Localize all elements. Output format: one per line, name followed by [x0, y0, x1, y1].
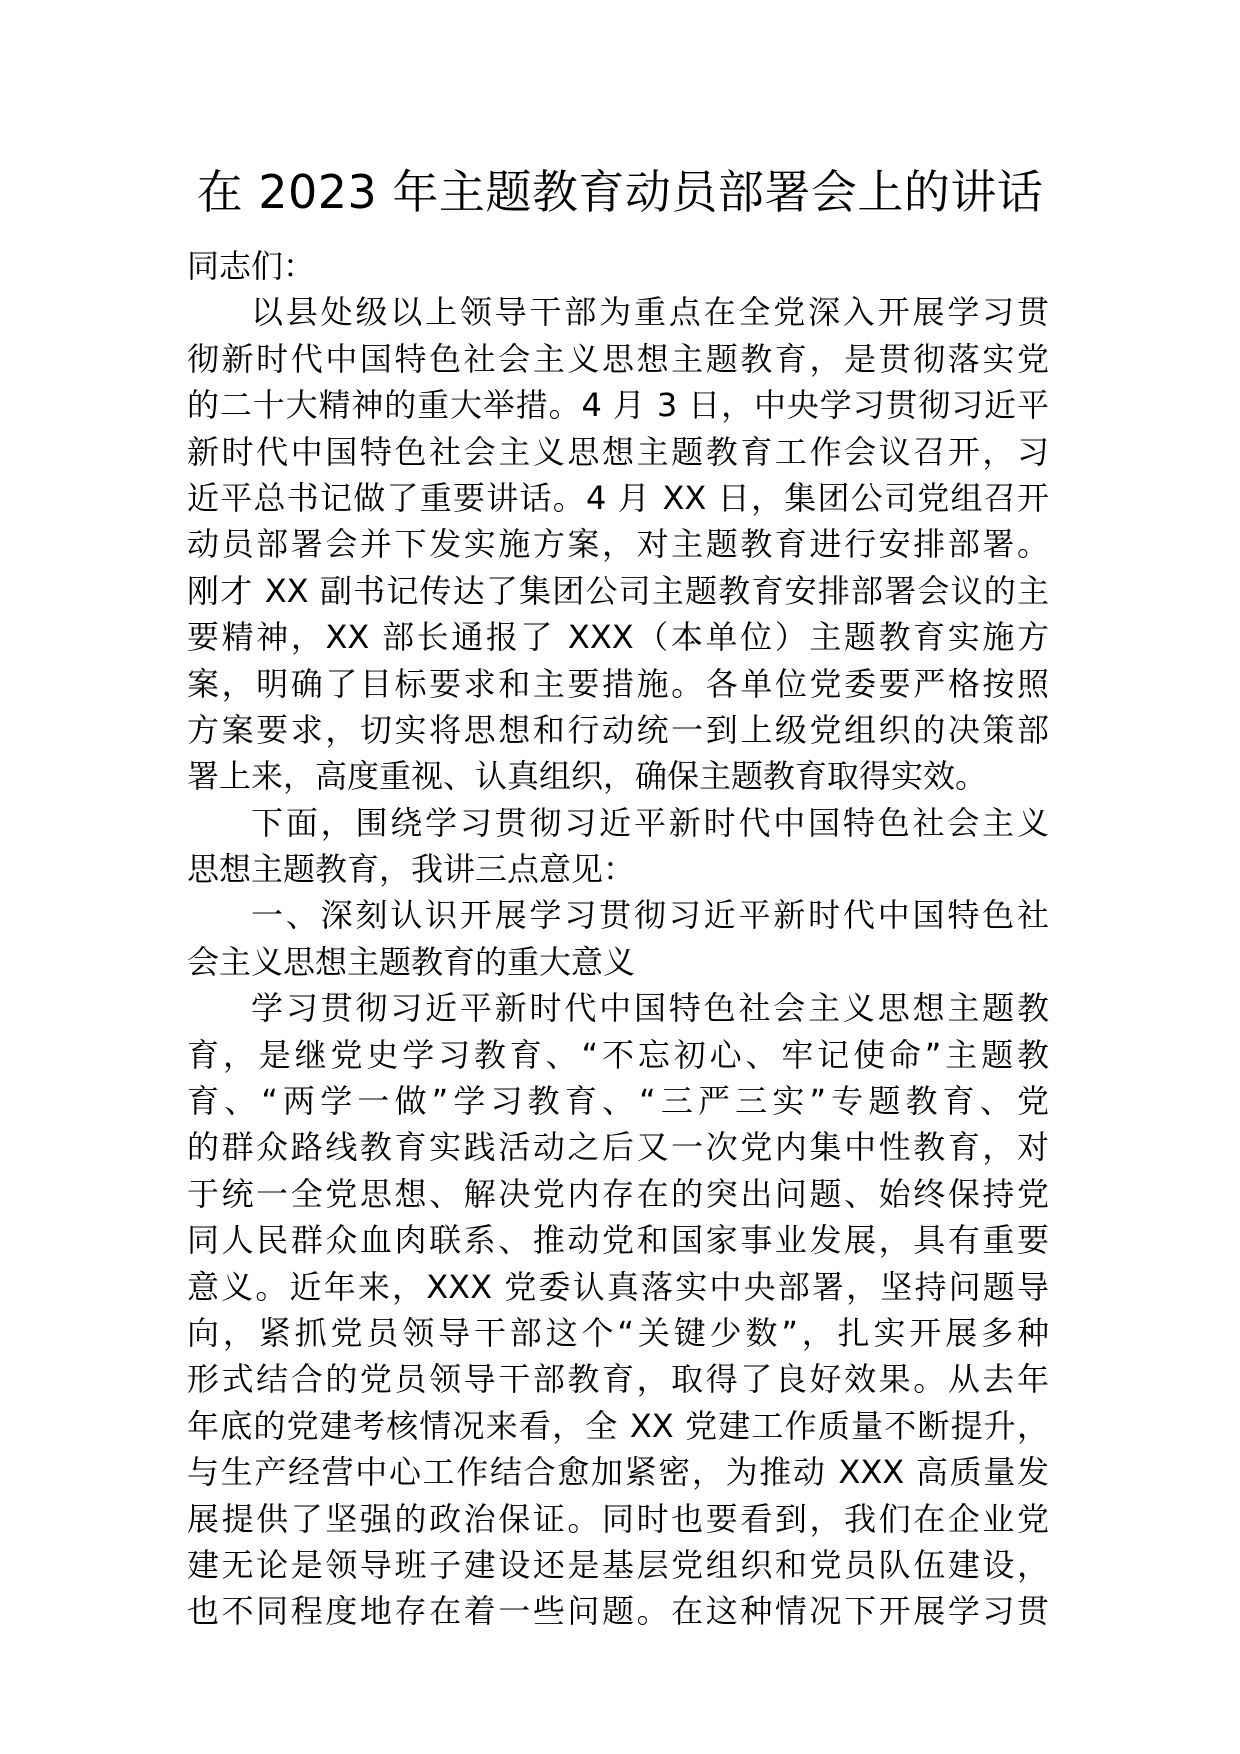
speech-body [187, 243, 1049, 1635]
body-line: 形式结合的党员领导干部教育，取得了良好效果。从去年 [187, 1360, 1049, 1399]
body-line: 展提供了坚强的政治保证。同时也要看到，我们在企业党 [187, 1499, 1049, 1538]
body-line: 育，是继党史学习教育、“不忘初心、牢记使命”主题教 [187, 1035, 1049, 1074]
body-line: 案，明确了目标要求和主要措施。各单位党委要严格按照 [187, 664, 1049, 703]
body-line: 方案要求，切实将思想和行动统一到上级党组织的决策部 [187, 710, 1049, 749]
body-line: 意义。近年来，XXX 党委认真落实中央部署，坚持问题导 [187, 1267, 1049, 1306]
body-line: 建无论是领导班子建设还是基层党组织和党员队伍建设， [187, 1545, 1049, 1584]
body-line: 要精神，XX 部长通报了 XXX（本单位）主题教育实施方 [187, 618, 1049, 657]
body-line: 也不同程度地存在着一些问题。在这种情况下开展学习贯 [187, 1592, 1049, 1631]
body-line: 向，紧抓党员领导干部这个“关键少数”，扎实开展多种 [187, 1313, 1049, 1352]
body-line: 新时代中国特色社会主义思想主题教育工作会议召开，习 [187, 432, 1049, 471]
body-line: 彻新时代中国特色社会主义思想主题教育，是贯彻落实党 [187, 339, 1049, 378]
body-line: 育、“两学一做”学习教育、“三严三实”专题教育、党 [187, 1082, 1049, 1121]
body-line: 的群众路线教育实践活动之后又一次党内集中性教育，对 [187, 1128, 1049, 1167]
body-line: 与生产经营中心工作结合愈加紧密，为推动 XXX 高质量发 [187, 1453, 1049, 1492]
body-line: 学习贯彻习近平新时代中国特色社会主义思想主题教 [251, 989, 1049, 1028]
body-line: 的二十大精神的重大举措。4 月 3 日，中央学习贯彻习近平 [187, 386, 1049, 425]
body-line: 以县处级以上领导干部为重点在全党深入开展学习贯 [251, 293, 1049, 332]
body-line: 一、深刻认识开展学习贯彻习近平新时代中国特色社 [251, 896, 1049, 935]
body-line: 思想主题教育，我讲三点意见： [187, 850, 636, 889]
body-line: 会主义思想主题教育的重大意义 [187, 942, 636, 981]
body-line: 刚才 XX 副书记传达了集团公司主题教育安排部署会议的主 [187, 571, 1049, 610]
body-line: 同人民群众血肉联系、推动党和国家事业发展，具有重要 [187, 1221, 1049, 1260]
body-line: 下面，围绕学习贯彻习近平新时代中国特色社会主义 [251, 803, 1049, 842]
speech-title: 在 2023 年主题教育动员部署会上的讲话 [196, 165, 1044, 219]
body-line: 署上来，高度重视、认真组织，确保主题教育取得实效。 [187, 757, 988, 796]
body-line: 年底的党建考核情况来看，全 XX 党建工作质量不断提升， [187, 1406, 1049, 1445]
body-line: 近平总书记做了重要讲话。4 月 XX 日，集团公司党组召开 [187, 478, 1049, 517]
body-line: 于统一全党思想、解决党内存在的突出问题、始终保持党 [187, 1174, 1049, 1213]
body-line: 动员部署会并下发实施方案，对主题教育进行安排部署。 [187, 525, 1049, 564]
body-line: 同志们： [187, 247, 316, 285]
